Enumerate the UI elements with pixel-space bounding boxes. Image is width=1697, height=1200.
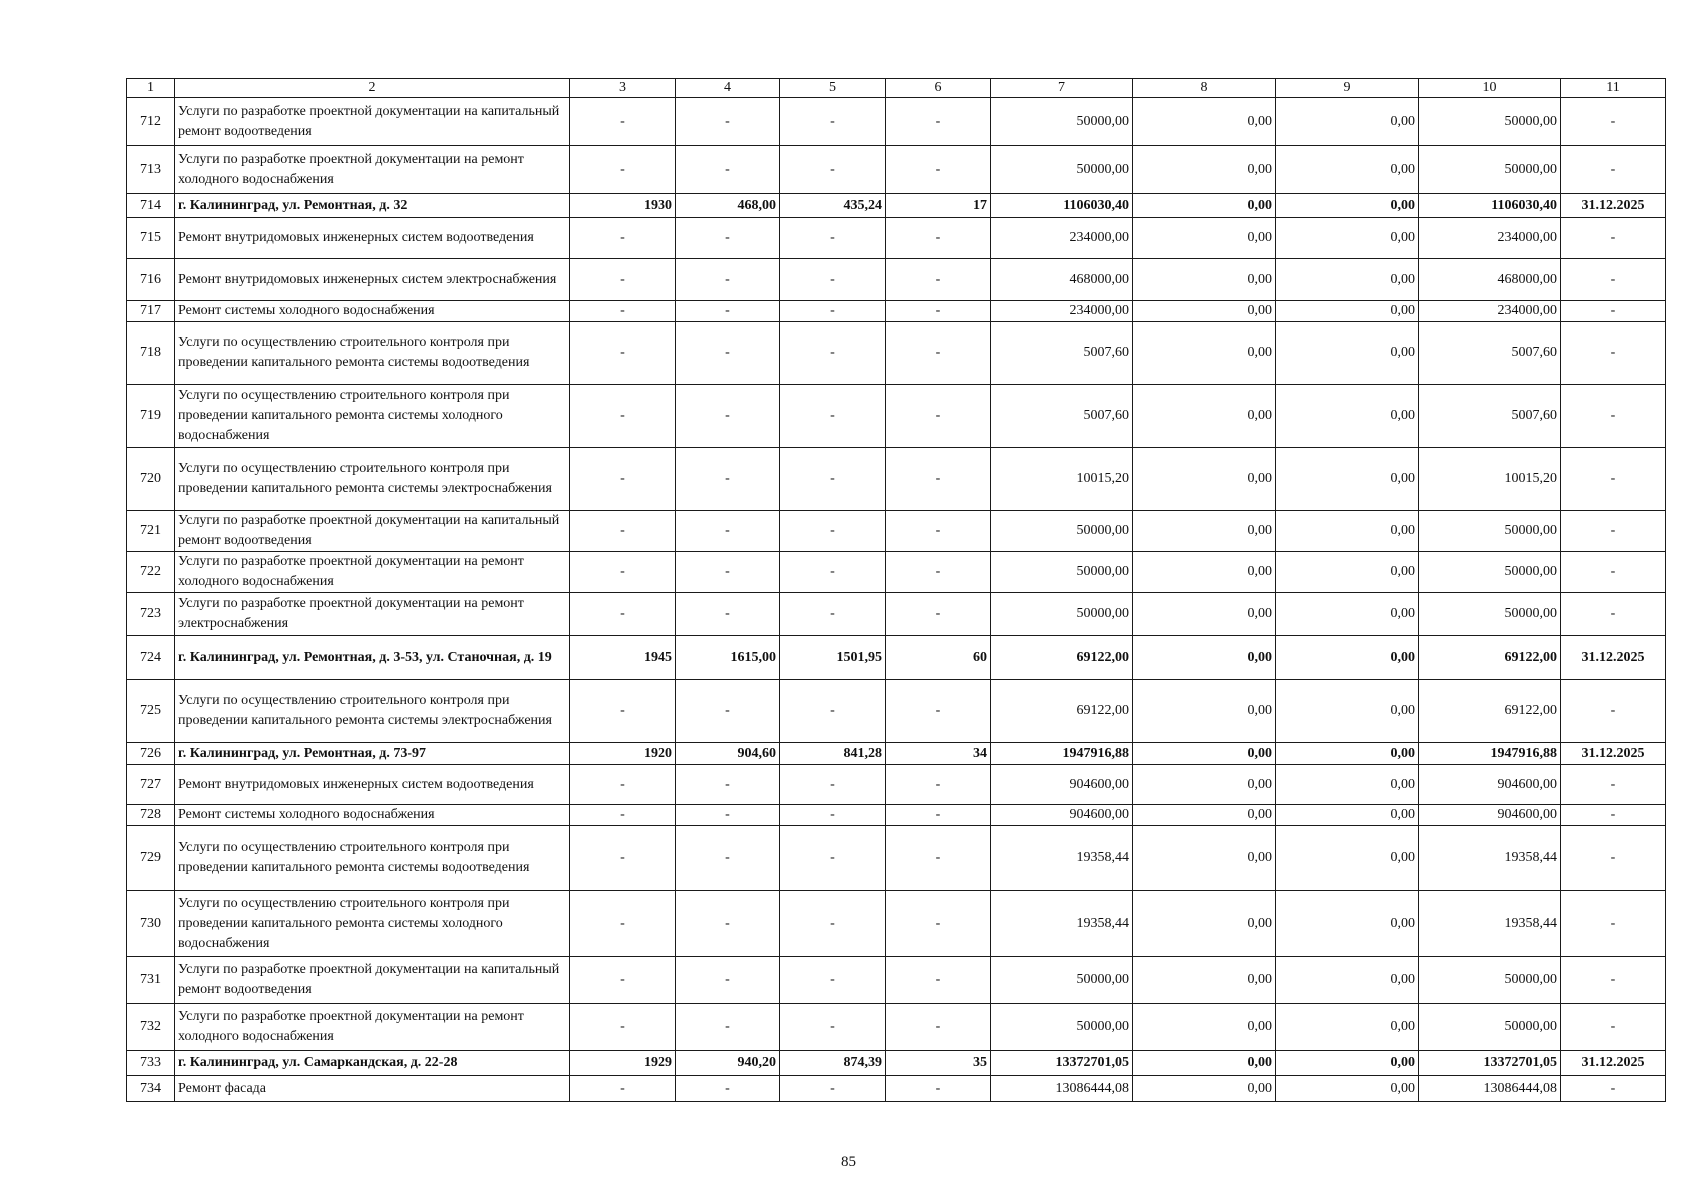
area-total-cell: -: [676, 1004, 780, 1051]
residents-cell: -: [886, 218, 991, 259]
area-living-cell: -: [780, 680, 886, 743]
area-living-cell: -: [780, 218, 886, 259]
fund-cell: 0,00: [1133, 743, 1276, 765]
residents-cell: -: [886, 1004, 991, 1051]
deadline-cell: -: [1561, 891, 1666, 957]
residents-cell: -: [886, 957, 991, 1004]
table-row: [127, 385, 1666, 448]
table-row: [127, 1076, 1666, 1102]
cost-total-cell: 5007,60: [991, 322, 1133, 385]
row-name: Услуги по осуществлению строительного контроля при проведении капитального ремонта системы холодного водоснабжения: [175, 891, 570, 957]
row-name: Услуги по разработке проектной документации на ремонт электроснабжения: [175, 593, 570, 636]
cost-total-cell: 13086444,08: [991, 1076, 1133, 1102]
area-living-cell: 841,28: [780, 743, 886, 765]
residents-cell: -: [886, 511, 991, 552]
budget-cell: 0,00: [1276, 552, 1419, 593]
area-living-cell: -: [780, 301, 886, 322]
table-row: [127, 218, 1666, 259]
fund-cell: 0,00: [1133, 891, 1276, 957]
deadline-cell: -: [1561, 805, 1666, 826]
budget-cell: 0,00: [1276, 957, 1419, 1004]
budget-cell: 0,00: [1276, 805, 1419, 826]
year-cell: -: [570, 680, 676, 743]
cost-total-cell: 69122,00: [991, 680, 1133, 743]
fund-cell: 0,00: [1133, 194, 1276, 218]
row-name: Услуги по осуществлению строительного контроля при проведении капитального ремонта системы электроснабжения: [175, 448, 570, 511]
area-total-cell: -: [676, 322, 780, 385]
year-cell: 1930: [570, 194, 676, 218]
row-number: 713: [127, 146, 175, 194]
deadline-cell: 31.12.2025: [1561, 194, 1666, 218]
table-row: [127, 146, 1666, 194]
cost-total-cell: 50000,00: [991, 146, 1133, 194]
page-number: 85: [841, 1154, 856, 1170]
residents-cell: 35: [886, 1051, 991, 1076]
area-living-cell: -: [780, 1004, 886, 1051]
table-row: [127, 891, 1666, 957]
fund-cell: 0,00: [1133, 680, 1276, 743]
year-cell: -: [570, 1076, 676, 1102]
budget-cell: 0,00: [1276, 448, 1419, 511]
fund-cell: 0,00: [1133, 259, 1276, 301]
fund-cell: 0,00: [1133, 1076, 1276, 1102]
fund-cell: 0,00: [1133, 826, 1276, 891]
residents-cell: -: [886, 552, 991, 593]
deadline-cell: 31.12.2025: [1561, 743, 1666, 765]
cost-total-cell: 10015,20: [991, 448, 1133, 511]
year-cell: 1945: [570, 636, 676, 680]
budget-cell: 0,00: [1276, 680, 1419, 743]
cost-total-cell: 50000,00: [991, 593, 1133, 636]
row-number: 727: [127, 765, 175, 805]
area-total-cell: -: [676, 805, 780, 826]
owner-funds-cell: 13372701,05: [1419, 1051, 1561, 1076]
owner-funds-cell: 468000,00: [1419, 259, 1561, 301]
budget-cell: 0,00: [1276, 1076, 1419, 1102]
budget-cell: 0,00: [1276, 636, 1419, 680]
row-number: 724: [127, 636, 175, 680]
year-cell: -: [570, 511, 676, 552]
owner-funds-cell: 234000,00: [1419, 301, 1561, 322]
residents-cell: -: [886, 301, 991, 322]
header-cell: 4: [676, 79, 780, 98]
residents-cell: -: [886, 1076, 991, 1102]
deadline-cell: -: [1561, 98, 1666, 146]
fund-cell: 0,00: [1133, 385, 1276, 448]
owner-funds-cell: 50000,00: [1419, 146, 1561, 194]
residents-cell: -: [886, 593, 991, 636]
cost-total-cell: 234000,00: [991, 218, 1133, 259]
area-living-cell: -: [780, 593, 886, 636]
area-total-cell: -: [676, 146, 780, 194]
deadline-cell: -: [1561, 1076, 1666, 1102]
residents-cell: -: [886, 765, 991, 805]
cost-total-cell: 50000,00: [991, 511, 1133, 552]
table-row: [127, 1004, 1666, 1051]
deadline-cell: -: [1561, 826, 1666, 891]
area-total-cell: -: [676, 218, 780, 259]
area-total-cell: -: [676, 98, 780, 146]
row-number: 733: [127, 1051, 175, 1076]
year-cell: 1929: [570, 1051, 676, 1076]
fund-cell: 0,00: [1133, 593, 1276, 636]
cost-total-cell: 1106030,40: [991, 194, 1133, 218]
row-name: Ремонт внутридомовых инженерных систем водоотведения: [175, 218, 570, 259]
row-number: 728: [127, 805, 175, 826]
deadline-cell: -: [1561, 146, 1666, 194]
residents-cell: -: [886, 448, 991, 511]
table-row: [127, 593, 1666, 636]
fund-cell: 0,00: [1133, 1051, 1276, 1076]
row-number: 718: [127, 322, 175, 385]
row-number: 720: [127, 448, 175, 511]
table-body: [127, 98, 1666, 1102]
budget-cell: 0,00: [1276, 826, 1419, 891]
owner-funds-cell: 19358,44: [1419, 826, 1561, 891]
budget-cell: 0,00: [1276, 891, 1419, 957]
owner-funds-cell: 5007,60: [1419, 385, 1561, 448]
year-cell: -: [570, 957, 676, 1004]
area-total-cell: -: [676, 511, 780, 552]
budget-cell: 0,00: [1276, 743, 1419, 765]
row-number: 717: [127, 301, 175, 322]
row-name: Услуги по осуществлению строительного контроля при проведении капитального ремонта системы холодного водоснабжения: [175, 385, 570, 448]
residents-cell: -: [886, 891, 991, 957]
row-name: Услуги по осуществлению строительного контроля при проведении капитального ремонта системы водоотведения: [175, 322, 570, 385]
year-cell: -: [570, 1004, 676, 1051]
area-living-cell: -: [780, 511, 886, 552]
cost-total-cell: 13372701,05: [991, 1051, 1133, 1076]
budget-cell: 0,00: [1276, 194, 1419, 218]
area-total-cell: -: [676, 826, 780, 891]
fund-cell: 0,00: [1133, 322, 1276, 385]
budget-cell: 0,00: [1276, 322, 1419, 385]
fund-cell: 0,00: [1133, 448, 1276, 511]
cost-total-cell: 234000,00: [991, 301, 1133, 322]
owner-funds-cell: 904600,00: [1419, 765, 1561, 805]
area-living-cell: -: [780, 552, 886, 593]
budget-cell: 0,00: [1276, 765, 1419, 805]
row-number: 725: [127, 680, 175, 743]
residents-cell: -: [886, 322, 991, 385]
deadline-cell: -: [1561, 448, 1666, 511]
table-row: [127, 636, 1666, 680]
owner-funds-cell: 50000,00: [1419, 98, 1561, 146]
header-cell: 7: [991, 79, 1133, 98]
residents-cell: -: [886, 259, 991, 301]
table-row: [127, 957, 1666, 1004]
budget-cell: 0,00: [1276, 385, 1419, 448]
owner-funds-cell: 50000,00: [1419, 957, 1561, 1004]
table-row: [127, 301, 1666, 322]
budget-cell: 0,00: [1276, 511, 1419, 552]
residents-cell: -: [886, 805, 991, 826]
table-row: [127, 680, 1666, 743]
year-cell: -: [570, 593, 676, 636]
area-total-cell: -: [676, 593, 780, 636]
header-cell: 3: [570, 79, 676, 98]
cost-total-cell: 5007,60: [991, 385, 1133, 448]
budget-cell: 0,00: [1276, 593, 1419, 636]
residents-cell: -: [886, 146, 991, 194]
row-name: Ремонт внутридомовых инженерных систем водоотведения: [175, 765, 570, 805]
owner-funds-cell: 50000,00: [1419, 552, 1561, 593]
fund-cell: 0,00: [1133, 146, 1276, 194]
fund-cell: 0,00: [1133, 765, 1276, 805]
year-cell: -: [570, 218, 676, 259]
area-total-cell: -: [676, 957, 780, 1004]
residents-cell: 34: [886, 743, 991, 765]
deadline-cell: -: [1561, 680, 1666, 743]
owner-funds-cell: 1947916,88: [1419, 743, 1561, 765]
header-cell: 5: [780, 79, 886, 98]
header-cell: 9: [1276, 79, 1419, 98]
fund-cell: 0,00: [1133, 511, 1276, 552]
area-living-cell: -: [780, 146, 886, 194]
area-total-cell: -: [676, 1076, 780, 1102]
cost-total-cell: 50000,00: [991, 552, 1133, 593]
fund-cell: 0,00: [1133, 552, 1276, 593]
row-number: 715: [127, 218, 175, 259]
deadline-cell: -: [1561, 957, 1666, 1004]
row-number: 722: [127, 552, 175, 593]
deadline-cell: -: [1561, 259, 1666, 301]
budget-cell: 0,00: [1276, 259, 1419, 301]
year-cell: -: [570, 146, 676, 194]
repair-program-table: [126, 78, 1666, 1102]
owner-funds-cell: 50000,00: [1419, 593, 1561, 636]
residents-cell: 60: [886, 636, 991, 680]
row-name: г. Калининград, ул. Самаркандская, д. 22-28: [175, 1051, 570, 1076]
area-living-cell: -: [780, 98, 886, 146]
area-living-cell: -: [780, 322, 886, 385]
cost-total-cell: 50000,00: [991, 957, 1133, 1004]
deadline-cell: -: [1561, 511, 1666, 552]
deadline-cell: 31.12.2025: [1561, 1051, 1666, 1076]
row-name: Услуги по разработке проектной документации на ремонт холодного водоснабжения: [175, 146, 570, 194]
budget-cell: 0,00: [1276, 218, 1419, 259]
cost-total-cell: 19358,44: [991, 891, 1133, 957]
cost-total-cell: 904600,00: [991, 765, 1133, 805]
table-row: [127, 805, 1666, 826]
area-total-cell: 940,20: [676, 1051, 780, 1076]
table-row: [127, 259, 1666, 301]
owner-funds-cell: 13086444,08: [1419, 1076, 1561, 1102]
row-name: Услуги по разработке проектной документации на капитальный ремонт водоотведения: [175, 511, 570, 552]
year-cell: -: [570, 98, 676, 146]
row-number: 729: [127, 826, 175, 891]
row-name: Ремонт фасада: [175, 1076, 570, 1102]
cost-total-cell: 50000,00: [991, 98, 1133, 146]
row-number: 734: [127, 1076, 175, 1102]
deadline-cell: -: [1561, 385, 1666, 448]
owner-funds-cell: 50000,00: [1419, 511, 1561, 552]
fund-cell: 0,00: [1133, 636, 1276, 680]
table-row: [127, 194, 1666, 218]
row-name: Услуги по разработке проектной документации на капитальный ремонт водоотведения: [175, 98, 570, 146]
budget-cell: 0,00: [1276, 146, 1419, 194]
fund-cell: 0,00: [1133, 301, 1276, 322]
table-row: [127, 765, 1666, 805]
year-cell: -: [570, 448, 676, 511]
row-number: 730: [127, 891, 175, 957]
owner-funds-cell: 69122,00: [1419, 680, 1561, 743]
fund-cell: 0,00: [1133, 1004, 1276, 1051]
owner-funds-cell: 234000,00: [1419, 218, 1561, 259]
year-cell: -: [570, 891, 676, 957]
owner-funds-cell: 69122,00: [1419, 636, 1561, 680]
table-row: [127, 448, 1666, 511]
owner-funds-cell: 50000,00: [1419, 1004, 1561, 1051]
table-row: [127, 322, 1666, 385]
row-number: 726: [127, 743, 175, 765]
fund-cell: 0,00: [1133, 805, 1276, 826]
residents-cell: -: [886, 98, 991, 146]
year-cell: -: [570, 805, 676, 826]
table-row: [127, 743, 1666, 765]
row-number: 719: [127, 385, 175, 448]
area-total-cell: -: [676, 891, 780, 957]
year-cell: -: [570, 765, 676, 805]
year-cell: 1920: [570, 743, 676, 765]
deadline-cell: 31.12.2025: [1561, 636, 1666, 680]
fund-cell: 0,00: [1133, 98, 1276, 146]
area-total-cell: 904,60: [676, 743, 780, 765]
row-name: Услуги по разработке проектной документации на ремонт холодного водоснабжения: [175, 552, 570, 593]
row-name: г. Калининград, ул. Ремонтная, д. 3-53, ул. Станочная, д. 19: [175, 636, 570, 680]
row-name: Услуги по разработке проектной документации на ремонт холодного водоснабжения: [175, 1004, 570, 1051]
row-name: Услуги по осуществлению строительного контроля при проведении капитального ремонта системы водоотведения: [175, 826, 570, 891]
residents-cell: -: [886, 680, 991, 743]
owner-funds-cell: 904600,00: [1419, 805, 1561, 826]
owner-funds-cell: 19358,44: [1419, 891, 1561, 957]
cost-total-cell: 904600,00: [991, 805, 1133, 826]
area-living-cell: 435,24: [780, 194, 886, 218]
budget-cell: 0,00: [1276, 98, 1419, 146]
area-living-cell: -: [780, 1076, 886, 1102]
cost-total-cell: 19358,44: [991, 826, 1133, 891]
row-name: Ремонт внутридомовых инженерных систем электроснабжения: [175, 259, 570, 301]
column-number-header: [127, 79, 1666, 98]
budget-cell: 0,00: [1276, 1051, 1419, 1076]
header-cell: 6: [886, 79, 991, 98]
year-cell: -: [570, 552, 676, 593]
area-living-cell: -: [780, 385, 886, 448]
row-name: Ремонт системы холодного водоснабжения: [175, 805, 570, 826]
table-row: [127, 98, 1666, 146]
cost-total-cell: 69122,00: [991, 636, 1133, 680]
area-living-cell: 1501,95: [780, 636, 886, 680]
table-row: [127, 826, 1666, 891]
deadline-cell: -: [1561, 1004, 1666, 1051]
owner-funds-cell: 1106030,40: [1419, 194, 1561, 218]
area-total-cell: 468,00: [676, 194, 780, 218]
row-name: Услуги по разработке проектной документации на капитальный ремонт водоотведения: [175, 957, 570, 1004]
table-row: [127, 552, 1666, 593]
cost-total-cell: 468000,00: [991, 259, 1133, 301]
area-living-cell: -: [780, 826, 886, 891]
area-total-cell: -: [676, 448, 780, 511]
area-total-cell: -: [676, 680, 780, 743]
row-name: г. Калининград, ул. Ремонтная, д. 73-97: [175, 743, 570, 765]
area-living-cell: -: [780, 259, 886, 301]
row-name: Услуги по осуществлению строительного контроля при проведении капитального ремонта системы электроснабжения: [175, 680, 570, 743]
area-total-cell: -: [676, 385, 780, 448]
row-number: 732: [127, 1004, 175, 1051]
row-number: 721: [127, 511, 175, 552]
owner-funds-cell: 10015,20: [1419, 448, 1561, 511]
header-cell: 1: [127, 79, 175, 98]
header-cell: 11: [1561, 79, 1666, 98]
table-row: [127, 511, 1666, 552]
year-cell: -: [570, 301, 676, 322]
cost-total-cell: 1947916,88: [991, 743, 1133, 765]
fund-cell: 0,00: [1133, 957, 1276, 1004]
document-sheet: [126, 78, 1665, 1102]
header-cell: 10: [1419, 79, 1561, 98]
header-cell: 8: [1133, 79, 1276, 98]
header-cell: 2: [175, 79, 570, 98]
deadline-cell: -: [1561, 322, 1666, 385]
deadline-cell: -: [1561, 593, 1666, 636]
budget-cell: 0,00: [1276, 1004, 1419, 1051]
budget-cell: 0,00: [1276, 301, 1419, 322]
deadline-cell: -: [1561, 765, 1666, 805]
area-living-cell: -: [780, 765, 886, 805]
year-cell: -: [570, 322, 676, 385]
deadline-cell: -: [1561, 301, 1666, 322]
row-number: 731: [127, 957, 175, 1004]
year-cell: -: [570, 259, 676, 301]
row-number: 714: [127, 194, 175, 218]
area-living-cell: -: [780, 957, 886, 1004]
row-number: 723: [127, 593, 175, 636]
area-living-cell: -: [780, 805, 886, 826]
area-total-cell: -: [676, 301, 780, 322]
area-living-cell: -: [780, 891, 886, 957]
deadline-cell: -: [1561, 218, 1666, 259]
row-name: г. Калининград, ул. Ремонтная, д. 32: [175, 194, 570, 218]
year-cell: -: [570, 826, 676, 891]
fund-cell: 0,00: [1133, 218, 1276, 259]
row-number: 712: [127, 98, 175, 146]
table-row: [127, 1051, 1666, 1076]
year-cell: -: [570, 385, 676, 448]
area-total-cell: -: [676, 765, 780, 805]
area-total-cell: -: [676, 552, 780, 593]
row-name: Ремонт системы холодного водоснабжения: [175, 301, 570, 322]
cost-total-cell: 50000,00: [991, 1004, 1133, 1051]
row-number: 716: [127, 259, 175, 301]
residents-cell: -: [886, 826, 991, 891]
owner-funds-cell: 5007,60: [1419, 322, 1561, 385]
area-total-cell: -: [676, 259, 780, 301]
residents-cell: -: [886, 385, 991, 448]
residents-cell: 17: [886, 194, 991, 218]
deadline-cell: -: [1561, 552, 1666, 593]
area-living-cell: 874,39: [780, 1051, 886, 1076]
area-total-cell: 1615,00: [676, 636, 780, 680]
area-living-cell: -: [780, 448, 886, 511]
